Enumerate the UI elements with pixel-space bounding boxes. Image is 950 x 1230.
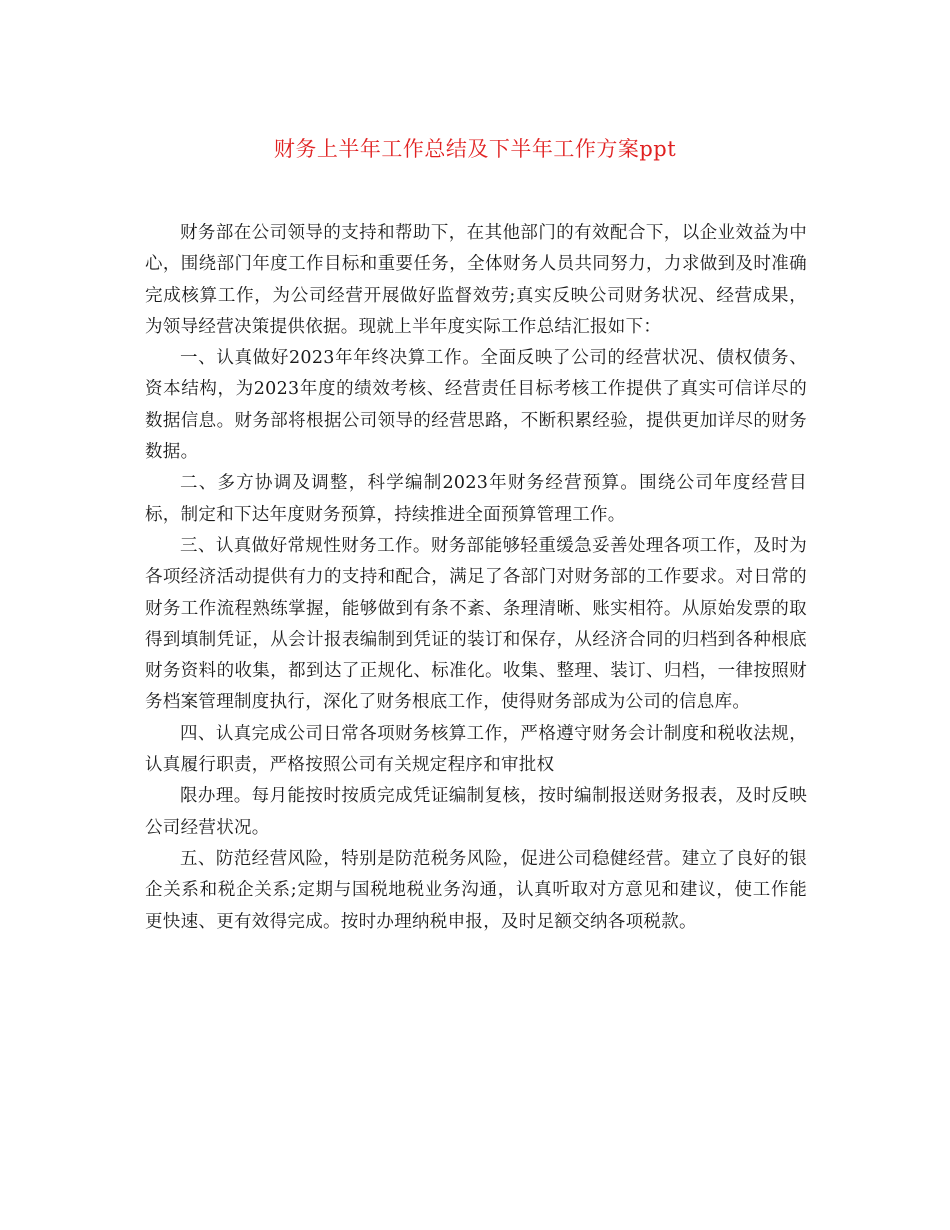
paragraph-item-4: 四、认真完成公司日常各项财务核算工作，严格遵守财务会计制度和税收法规，认真履行职责，严格按照公司有关规定程序和审批权 — [145, 723, 807, 776]
paragraph-item-4-continued: 限办理。每月能按时按质完成凭证编制复核，按时编制报送财务报表，及时反映公司经营状况。 — [145, 786, 807, 838]
document-body — [145, 218, 807, 938]
paragraph-item-1: 一、认真做好2023年年终决算工作。全面反映了公司的经营状况、债权债务、资本结构，为2023年度的绩效考核、经营责任目标考核工作提供了真实可信详尽的数据信息。财务部将根据公司领导的经营思路，不断积累经验，提供更加详尽的财务数据。 — [145, 348, 807, 463]
paragraph-intro: 财务部在公司领导的支持和帮助下，在其他部门的有效配合下，以企业效益为中心，围绕部门年度工作目标和重要任务，全体财务人员共同努力，力求做到及时准确完成核算工作，为公司经营开展做好监督效劳;真实反映公司财务状况、经营成果，为领导经营决策提供依据。现就上半年度实际工作总结汇报如下： — [145, 223, 807, 337]
paragraph-item-3: 三、认真做好常规性财务工作。财务部能够轻重缓急妥善处理各项工作，及时为各项经济活动提供有力的支持和配合，满足了各部门对财务部的工作要求。对日常的财务工作流程熟练掌握，能够做到有条不紊、条理清晰、账实相符。从原始发票的取得到填制凭证，从会计报表编制到凭证的装订和保存，从经济合同的归档到各种根底财务资料的收集，都到达了正规化、标准化。收集、整理、装订、归档，一律按照财务档案管理制度执行，深化了财务根底工作，使得财务部成为公司的信息库。 — [145, 535, 807, 713]
document-title: 财务上半年工作总结及下半年工作方案ppt — [273, 137, 677, 161]
paragraph-item-5: 五、防范经营风险，特别是防范税务风险，促进公司稳健经营。建立了良好的银企关系和税企关系;定期与国税地税业务沟通，认真听取对方意见和建议，使工作能更快速、更有效得完成。按时办理纳税申报，及时足额交纳各项税款。 — [145, 848, 807, 932]
paragraph-item-2: 二、多方协调及调整，科学编制2023年财务经营预算。围绕公司年度经营目标，制定和下达年度财务预算，持续推进全面预算管理工作。 — [145, 473, 807, 525]
